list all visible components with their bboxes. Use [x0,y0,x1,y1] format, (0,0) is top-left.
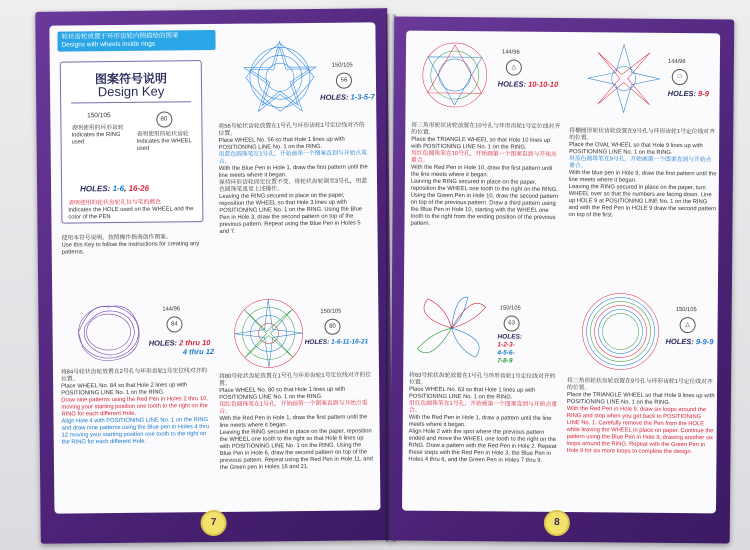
key-ring-cn: 表明使用的环形齿轮 [71,124,124,132]
left-page [35,8,393,544]
pattern-56-step-en: With the Blue Pen in Hole 1, draw the first pattern until the line meets where it began. [218,164,368,179]
pattern-63-ring-code: 150/105 [499,305,521,312]
key-ring-code: 150/105 [87,112,111,120]
pattern-triangle-9-holes-label: HOLES: [665,336,694,347]
spiro-pattern-80 [230,295,307,372]
pattern-56-step2-cn: 保持环形齿轮固定位置不变，将轮状齿轮调至3号孔，用蓝色圆珠笔重复上述操作。 [218,178,368,193]
pattern-triangle-step2-en: Leaving the RING secured in place on the paper, reposition the WHEEL one tooth to the right on the RING. Using the Green Pen in Hole 10, draw the second pattern on top of the previous pattern. Draw a third pattern using the Blue Pen in Hole 10, starting with the WHEEL one tooth to the right from the ending position of the previous pattern. [410,178,559,227]
page-number-right: 8 [544,510,570,536]
pattern-63-holes-label: HOLES: [497,333,523,341]
pattern-63-text-en: Place WHEEL No. 63 so that Hole 1 lines up with POSITIONING LINE No. 1 on the RING. [408,386,536,401]
pattern-63-step-en: With the Red Pen in Hole 1, draw a pattern until the line meets where it began. [408,414,552,429]
pattern-56-holes-value: 1-3-5-7 [350,92,375,102]
pattern-63-holes [497,333,522,365]
pattern-oval-text-cn: 将椭圆形轮状齿轮放置在9号孔与环形齿轮1号定位线对齐的位置。 [569,128,715,142]
pattern-80-step-en: With the Red Pen in Hole 1, draw the first pattern until the line meets where it began. [219,414,368,429]
pattern-80-holes-value: 1-6-11-16-21 [331,338,369,346]
pattern-63-holes-value-c: 7-8-9 [497,357,513,365]
right-page-content [402,31,720,514]
pattern-triangle-9-text-cn: 将三角形轮状齿轮放置在9号孔与环形齿轮1号定位线对齐的位置。 [567,378,713,392]
key-follow-cn: 使用本符号说明，按照操作指南创作图案。 [61,234,172,242]
pattern-56-step2-en: Leaving the RING secured in place on the paper, reposition the WHEEL so that Hole 3 lines up with POSITIONING LINE No. 1 on the RING. Using the Blue Pen in Hole 3, draw the second pattern on top of the previous pattern. Repeat using the Blue Pen in Holes 5 and 7. [219,192,363,235]
key-wheel-block [136,111,191,153]
pattern-84-wheel-badge: 84 [166,316,182,332]
key-holes-desc-en: Indicates the HOLE used on the WHEEL and the color of the PEN [68,206,194,221]
pattern-triangle-holes [498,79,559,89]
spiro-pattern-63 [411,293,492,364]
pattern-triangle-9-instructions [566,378,715,456]
key-wheel-en: Indicates the WHEEL used [136,138,192,152]
spiro-pattern-triangle-9 [579,290,662,373]
pattern-oval-holes-value: 9-9 [698,89,709,99]
pattern-oval-step2-en: Leaving the RING secured in place on the paper, turn WHEEL over so that the numbers are facing down. Line up HOLE 9 at POSITIONING LINE No. 1 on the RING and with the Red Pen in HOLE 9 draw the second pattern on top of the first. [568,184,717,219]
key-holes-value-a: 1-6 [112,183,125,194]
pattern-oval-instructions [569,128,718,220]
pattern-80-holes [305,338,369,346]
spiro-pattern-oval [583,40,664,117]
key-holes-desc [68,199,196,221]
pattern-triangle-text-en: Place the TRIANGLE WHEEL so that Hole 10 lines up with POSITIONING LINE No. 1 on the RING. [411,136,551,151]
pattern-56-text-cn: 将56号轮状齿轮放置在1号孔与环形齿轮1号定位线对齐的位置。 [218,122,365,137]
key-holes: HOLES: 1-6, 16-26 [80,183,150,194]
pattern-56-holes-label: HOLES: [320,92,349,102]
pattern-triangle-9-step-en: With the Red Pen in Hole 9, draw six loops around the RING and stop when you get back to POSITIONING LINE No. 1. Carefully remove the Pen from the HOLE while leaving the WHEEL in place on paper. Continue the pattern using the Blue Pen in Hole 9, drawing another six loops around the RING. Repeat with the Green Pen in Hole 9 for six more loops to complete the design. [566,406,714,456]
pattern-56-ring-code: 150/105 [331,62,353,69]
key-follow-instructions [62,234,202,256]
pattern-80-holes-label: HOLES: [304,338,330,347]
pattern-84-holes-value-a: 2 thru 10 [179,338,211,348]
pattern-84-step2-en: Align Hole 4 with POSITIONING LINE No. 1 on the RING and draw nine patterns using the Blue pen in Holes 4 thru 12 moving your starting position one tooth to the right on the RING for each different Hole. [61,417,210,446]
pattern-56-wheel-badge: 56 [336,73,352,89]
pattern-oval-text-en: Place the OVAL WHEEL so that Hole 9 lines up with POSITIONING LINE No. 1 on the RING. [569,142,703,156]
pattern-56-holes [320,92,375,102]
pattern-triangle-9-text-en: Place the TRIANGLE WHEEL so that Hole 9 lines up with POSITIONING LINE No. 1 on the RING. [566,392,715,406]
pattern-84-text-en: Place WHEEL No. 84 so that Hole 2 lines up with POSITIONING LINE No. 1 on the RING. [61,382,188,397]
pattern-oval-step-blue: 用蓝色圆珠笔在9号孔，开始画第一个图案直到与开始点重合。 [568,156,712,170]
pattern-80-ring-code: 150/105 [320,308,342,315]
pattern-triangle-text-cn: 将三角形轮状齿轮放置在10号孔与环形齿轮1号定位线对齐的位置。 [411,122,561,136]
right-page [390,17,735,544]
key-ring-en: Indicates the RING used [71,131,121,146]
pattern-triangle-wheel-badge: △ [506,60,522,76]
pattern-oval-wheel-badge: ⬭ [672,69,688,85]
pattern-triangle-holes-value: 10-10-10 [528,79,559,89]
key-wheel-cn: 表明使用的轮状齿轮 [136,131,189,138]
pattern-triangle-9-holes-value: 9-9-9 [695,337,714,347]
pattern-triangle-step-en: With the Red Pen in Hole 10, draw the first pattern until the line meets where it began. [410,164,553,179]
pattern-63-step-red: 用红色圆珠笔在1号孔，开始画第一个图案直到与开始点重合。 [408,400,558,414]
design-key-title-cn: 图案符号说明 [94,71,168,87]
pattern-triangle-9-wheel-badge: △ [680,317,696,333]
design-key-title-en: Design Key [97,83,165,100]
divider [71,101,191,103]
design-key-box [60,60,204,223]
left-page-content [49,22,380,513]
pattern-80-instructions [219,372,374,472]
pattern-triangle-holes-label: HOLES: [497,79,527,89]
pattern-56-step-blue: 用蓝色圆珠笔在1号孔，开始画第一个图案直到与开始点重合。 [218,150,367,165]
pattern-triangle-ring-code: 144/96 [501,49,520,56]
pattern-80-text-en: Place WHEEL No. 80 so that Hole 1 lines up with POSITIONING LINE No. 1 on the RING. [219,386,346,401]
key-holes-desc-cn: 表明使用的轮状齿轮孔位与笔的颜色 [68,199,162,207]
pattern-oval-step-en: With the blue pen in Hole 9, draw the first pattern until the line meets where it began. [568,170,717,184]
pattern-84-step-en: Draw nine patterns using the Red Pen in Holes 2 thru 10, moving your starting position one tooth to the right on the RING for each different Hole. [61,396,208,418]
key-follow-en: Use this Key to follow the instructions for creating any patterns. [61,241,200,256]
pattern-oval-ring-code: 144/96 [667,58,686,66]
spiro-pattern-84 [70,297,147,368]
key-holes-label: HOLES: [80,184,111,194]
pattern-84-instructions [61,368,212,447]
pattern-63-holes-value-a: 1-2-3- [497,341,515,349]
pattern-oval-holes [668,89,709,98]
spiro-pattern-triangle [415,39,494,112]
pattern-triangle-instructions [410,123,561,229]
pattern-56-text-en: Place WHEEL No. 56 so that Hole 1 lines up with POSITIONING LINE No. 1 on the RING. [218,136,345,151]
pattern-80-text-cn: 将80号轮状齿轮放置在1号孔与环形齿轮1号定位线对齐的位置。 [219,372,372,387]
pattern-63-instructions [408,373,561,465]
pattern-84-ring-code: 144/96 [162,306,181,313]
pattern-80-wheel-badge: 80 [324,319,340,335]
pattern-63-holes-value-b: 4-5-6- [497,349,515,357]
left-page-header [57,30,215,52]
pattern-triangle-9-ring-code: 150/105 [675,306,697,314]
pattern-84-holes-value-b: 4 thru 12 [182,347,215,357]
pattern-84-holes [149,338,214,357]
page-number-left: 7 [200,510,226,536]
key-ring-block [71,112,126,147]
pattern-80-step2-en: Leaving the RING secured in place on the paper, reposition the WHEEL one tooth to the right so that Hole 6 lines up with POSITIONING LINE No. 1 on the RING. Using the Blue Pen in Hole 6, draw the second pattern on top of the previous pattern. Repeat using the Red Pen in Hole 11, and the Green pen in Holes 16 and 21. [219,428,373,471]
pattern-oval-holes-label: HOLES: [667,88,697,99]
pattern-84-text-cn: 将84号轮状齿轮放置在2号孔与环形齿轮1号定位线对齐的位置。 [60,368,208,383]
pattern-56-instructions [218,122,371,236]
pattern-63-text-cn: 将63号轮状齿轮放置在1号孔与环形齿轮1号定位线对齐的位置。 [409,372,556,386]
key-wheel-badge: 80 [156,111,172,127]
pattern-84-holes-label: HOLES: [148,338,178,348]
pattern-63-step2-en: Align Hole 2 with the spot where the previous pattern ended and move the WHEEL one tooth to the right on the RING. Draw a pattern with the Red Pen in Hole 2. Repeat these steps with the Red Pen in Hole 3, the Blue Pen in Holes 4 thru 6, and the Green Pen in Holes 7 thru 9. [408,428,557,464]
key-holes-value-b: 16-26 [128,183,150,193]
pattern-triangle-9-holes [665,337,713,346]
header-cn: 轮状齿轮放置于环形齿轮内侧描绘的图案 [61,32,179,41]
pattern-triangle-step-red: 用红色圆珠笔在10号孔，开始画第一个图案直到与开始点重合。 [411,150,557,164]
pattern-63-wheel-badge: 63 [504,315,520,331]
header-en: Designs with wheels inside rings [61,40,156,49]
pattern-80-step-red: 用红色圆珠笔在1号孔，开始画第一个图案直到与开始点重合。 [219,400,368,415]
spiro-pattern-56 [240,37,321,118]
